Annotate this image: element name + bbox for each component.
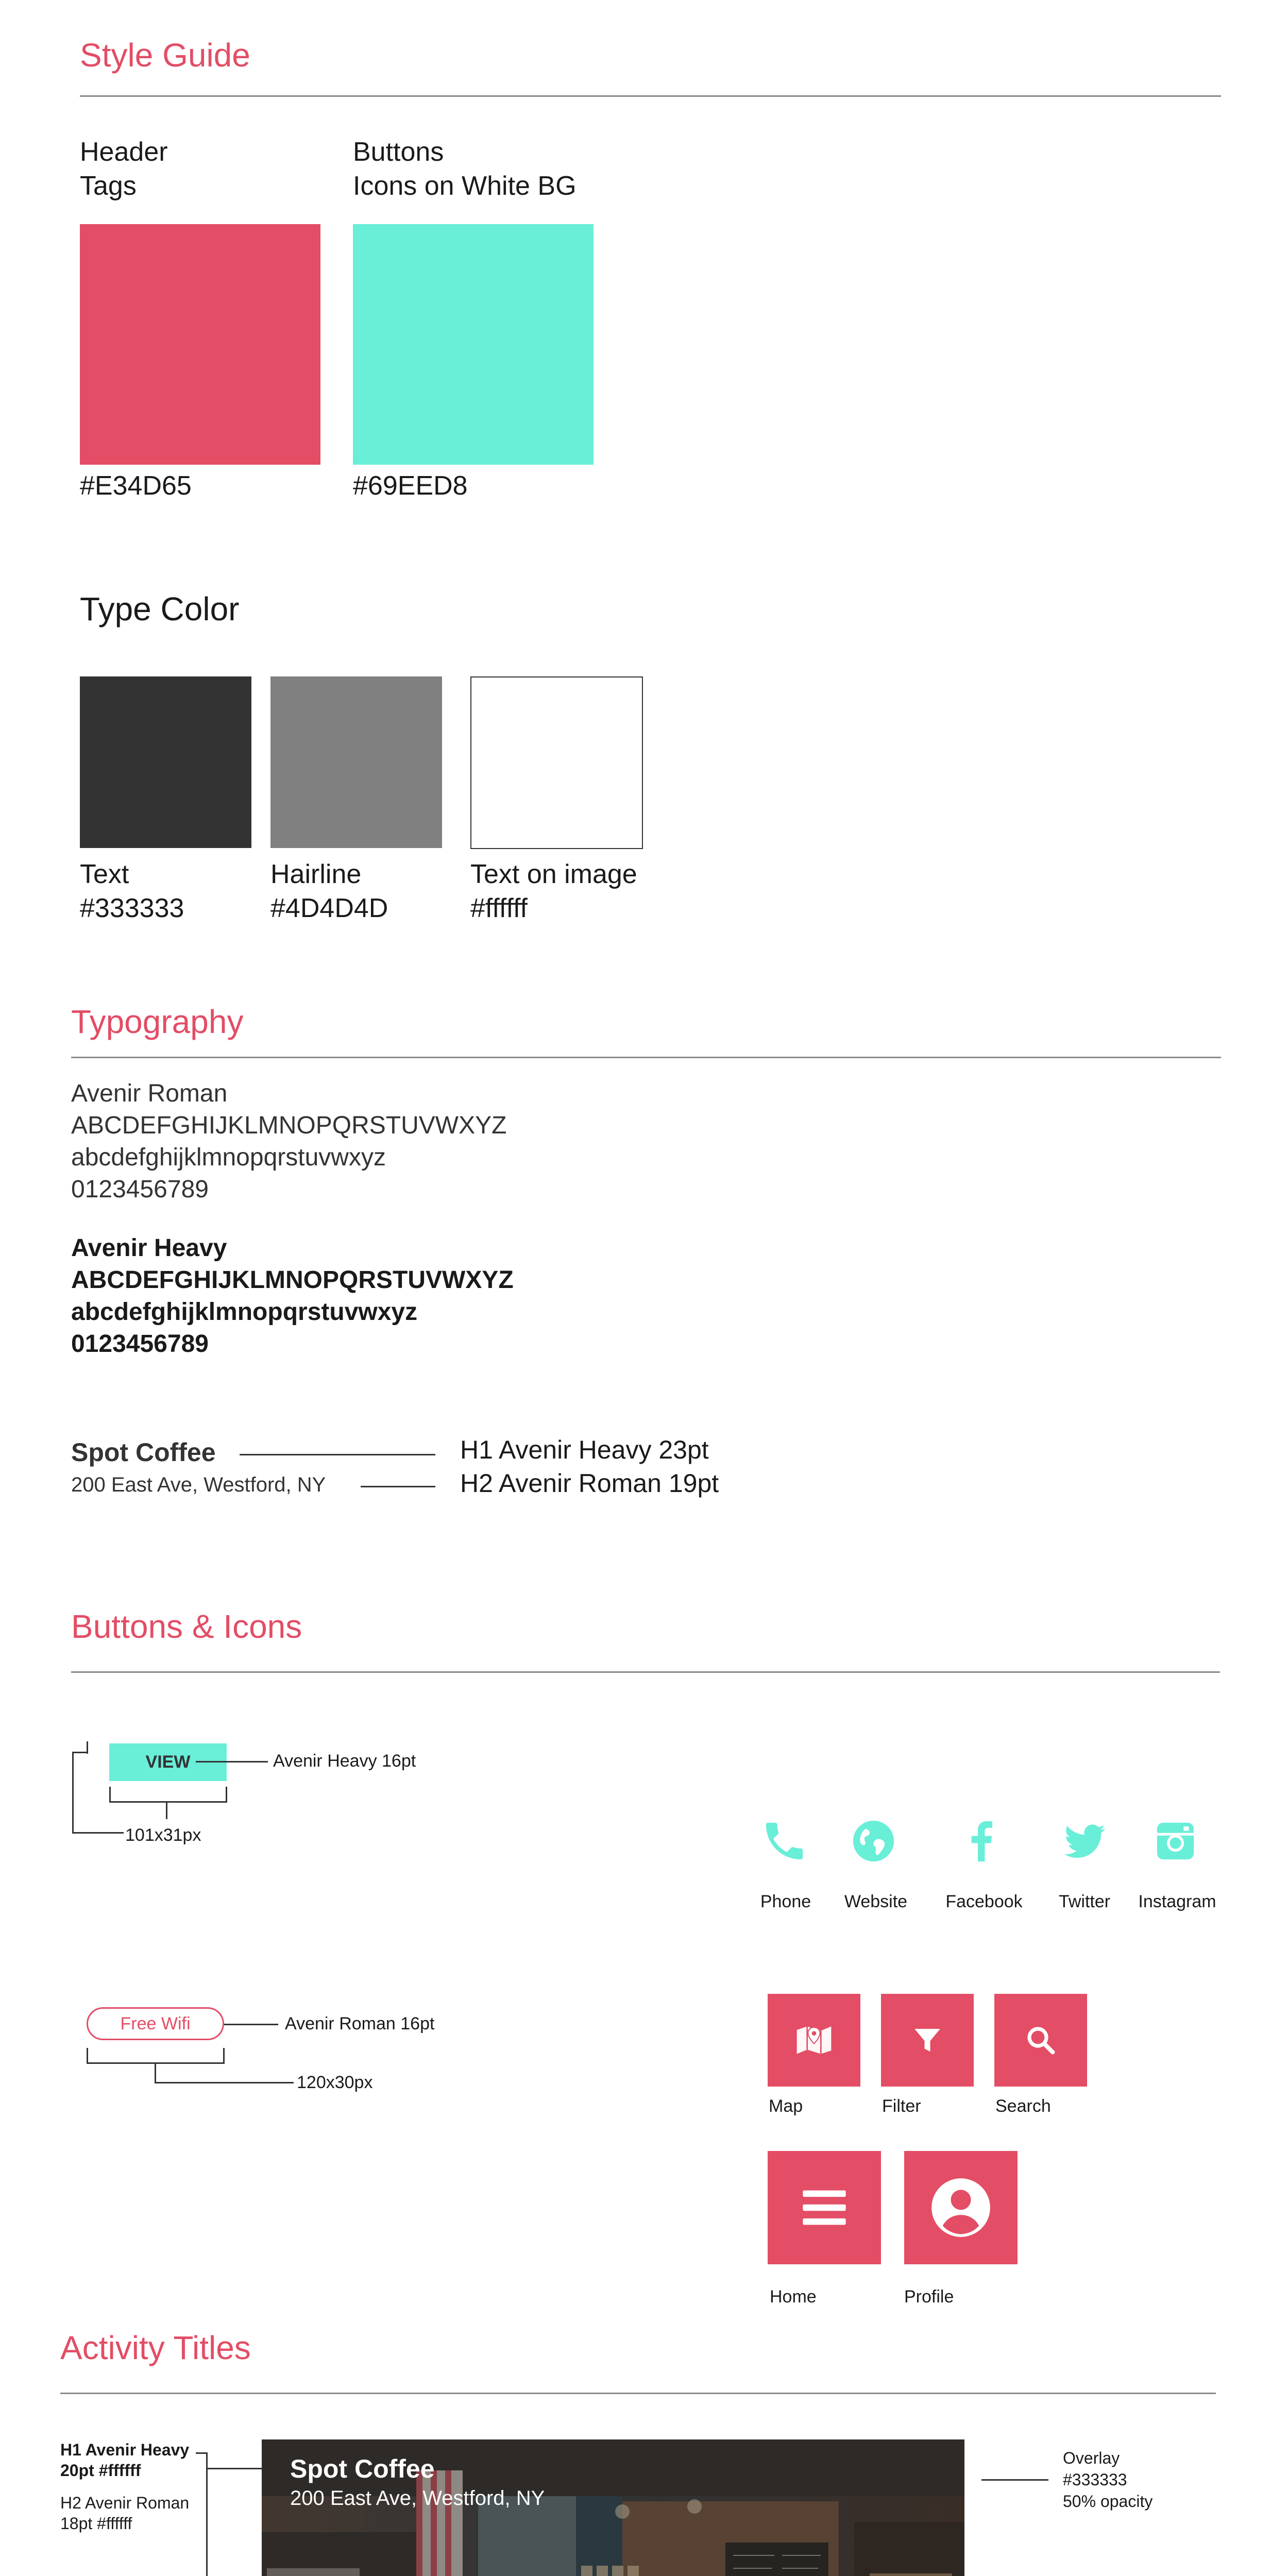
swatch-hex: #4D4D4D	[270, 893, 388, 923]
icon-label: Instagram	[1138, 1892, 1216, 1911]
swatch-hex: #69EED8	[353, 471, 468, 501]
overlay-note-line: Overlay	[1063, 2449, 1120, 2467]
overlay-note	[1063, 2447, 1153, 2512]
swatch-label: Hairline	[270, 859, 362, 889]
uppercase-sample: ABCDEFGHIJKLMNOPQRSTUVWXYZ	[71, 1266, 514, 1294]
swatch-label-header	[80, 135, 168, 203]
wifi-size-note: 120x30px	[297, 2073, 373, 2092]
instagram-icon[interactable]	[1151, 1817, 1200, 1866]
tile-label: Filter	[882, 2096, 921, 2116]
annotation-bracket	[155, 2062, 156, 2083]
swatch-caption	[470, 857, 637, 925]
divider	[60, 2393, 1216, 2394]
annotation-line	[361, 1486, 435, 1487]
free-wifi-button[interactable]	[87, 2007, 224, 2040]
annotation-bracket	[155, 2082, 294, 2083]
tile-label: Profile	[904, 2287, 954, 2307]
icon-label: Phone	[760, 1892, 811, 1911]
globe-icon[interactable]	[849, 1817, 898, 1866]
annotation-bracket	[72, 1752, 74, 1833]
lowercase-sample: abcdefghijklmnopqrstuvwxyz	[71, 1144, 386, 1171]
swatch-caption	[270, 857, 388, 925]
color-swatch-pink	[80, 224, 320, 465]
annotation-bracket	[109, 1801, 227, 1803]
swatch-label-line2: Tags	[80, 171, 137, 201]
twitter-icon[interactable]	[1060, 1817, 1109, 1866]
h2-note-line: 18pt #ffffff	[60, 2514, 132, 2533]
h2-note	[60, 2493, 189, 2534]
font-specimen-roman	[71, 1078, 506, 1206]
card-address: 200 East Ave, Westford, NY	[290, 2487, 545, 2510]
annotation-bracket	[72, 1752, 88, 1753]
icon-label: Twitter	[1058, 1892, 1111, 1911]
annotation-line	[224, 2024, 278, 2025]
style-guide-title: Style Guide	[80, 37, 250, 74]
swatch-label-line1: Header	[80, 137, 168, 167]
h1-note	[60, 2439, 189, 2481]
wifi-font-note: Avenir Roman 16pt	[285, 2014, 435, 2033]
swatch-hex: #333333	[80, 893, 184, 923]
map-button[interactable]	[768, 1994, 860, 2087]
profile-button[interactable]	[904, 2151, 1018, 2264]
annotation-line	[206, 2452, 208, 2576]
font-name: Avenir Roman	[71, 1080, 228, 1107]
annotation-line	[240, 1454, 435, 1455]
color-swatch-teal	[353, 224, 594, 465]
tile-label: Search	[995, 2096, 1051, 2116]
buttons-icons-title: Buttons & Icons	[71, 1608, 302, 1645]
swatch-label-buttons	[353, 135, 577, 203]
annotation-bracket	[223, 2048, 225, 2063]
lowercase-sample: abcdefghijklmnopqrstuvwxyz	[71, 1298, 418, 1326]
typography-title: Typography	[71, 1003, 244, 1040]
h1-spec: H1 Avenir Heavy 23pt	[460, 1435, 709, 1464]
swatch-label-line1: Buttons	[353, 137, 444, 167]
phone-icon[interactable]	[760, 1817, 809, 1866]
view-button-label: VIEW	[145, 1752, 191, 1772]
activity-titles-title: Activity Titles	[60, 2329, 251, 2366]
free-wifi-label: Free Wifi	[120, 2013, 191, 2033]
card-title: Spot Coffee	[290, 2454, 435, 2483]
color-swatch-text	[80, 676, 251, 848]
overlay-note-line: #333333	[1063, 2470, 1127, 2489]
annotation-bracket	[72, 1832, 124, 1834]
h2-spec: H2 Avenir Roman 19pt	[460, 1469, 719, 1498]
tile-label: Home	[770, 2287, 817, 2307]
h2-note-line: H2 Avenir Roman	[60, 2494, 190, 2512]
font-specimen-heavy	[71, 1232, 514, 1360]
sample-h2: 200 East Ave, Westford, NY	[71, 1473, 326, 1496]
menu-icon	[799, 2182, 850, 2233]
overlay-note-line: 50% opacity	[1063, 2492, 1153, 2511]
swatch-label: Text on image	[470, 859, 637, 889]
uppercase-sample: ABCDEFGHIJKLMNOPQRSTUVWXYZ	[71, 1112, 507, 1139]
annotation-bracket	[87, 2048, 88, 2063]
profile-icon	[927, 2174, 994, 2241]
facebook-icon[interactable]	[957, 1817, 1006, 1866]
icon-label: Facebook	[945, 1892, 1023, 1911]
map-icon	[793, 2020, 835, 2061]
activity-card[interactable]	[262, 2439, 964, 2576]
divider	[71, 1057, 1221, 1058]
filter-icon	[910, 2023, 944, 2057]
annotation-line	[196, 2452, 207, 2454]
h1-note-line: 20pt #ffffff	[60, 2461, 141, 2480]
font-name: Avenir Heavy	[71, 1234, 227, 1262]
color-swatch-white	[470, 676, 643, 849]
search-icon	[1024, 2023, 1058, 2057]
h1-note-line: H1 Avenir Heavy	[60, 2441, 190, 2459]
swatch-hex: #ffffff	[470, 893, 528, 923]
tile-label: Map	[769, 2096, 803, 2116]
annotation-bracket	[109, 1787, 111, 1802]
swatch-label-line2: Icons on White BG	[353, 171, 577, 201]
divider	[71, 1671, 1220, 1673]
view-font-note: Avenir Heavy 16pt	[273, 1751, 416, 1771]
digits-sample: 0123456789	[71, 1330, 209, 1358]
annotation-line	[981, 2479, 1048, 2481]
swatch-caption	[80, 857, 184, 925]
annotation-bracket	[87, 1741, 88, 1754]
search-button[interactable]	[994, 1994, 1087, 2087]
annotation-bracket	[166, 1801, 167, 1819]
sample-h1: Spot Coffee	[71, 1438, 216, 1467]
color-swatch-hairline	[270, 676, 442, 848]
digits-sample: 0123456789	[71, 1176, 209, 1203]
divider	[80, 95, 1221, 97]
filter-button[interactable]	[881, 1994, 974, 2087]
home-button[interactable]	[768, 2151, 881, 2264]
annotation-line	[196, 1761, 268, 1762]
swatch-hex: #E34D65	[80, 471, 192, 501]
type-color-title: Type Color	[80, 590, 240, 628]
icon-label: Website	[844, 1892, 908, 1911]
swatch-label: Text	[80, 859, 129, 889]
view-size-note: 101x31px	[125, 1825, 201, 1845]
annotation-bracket	[226, 1787, 227, 1802]
